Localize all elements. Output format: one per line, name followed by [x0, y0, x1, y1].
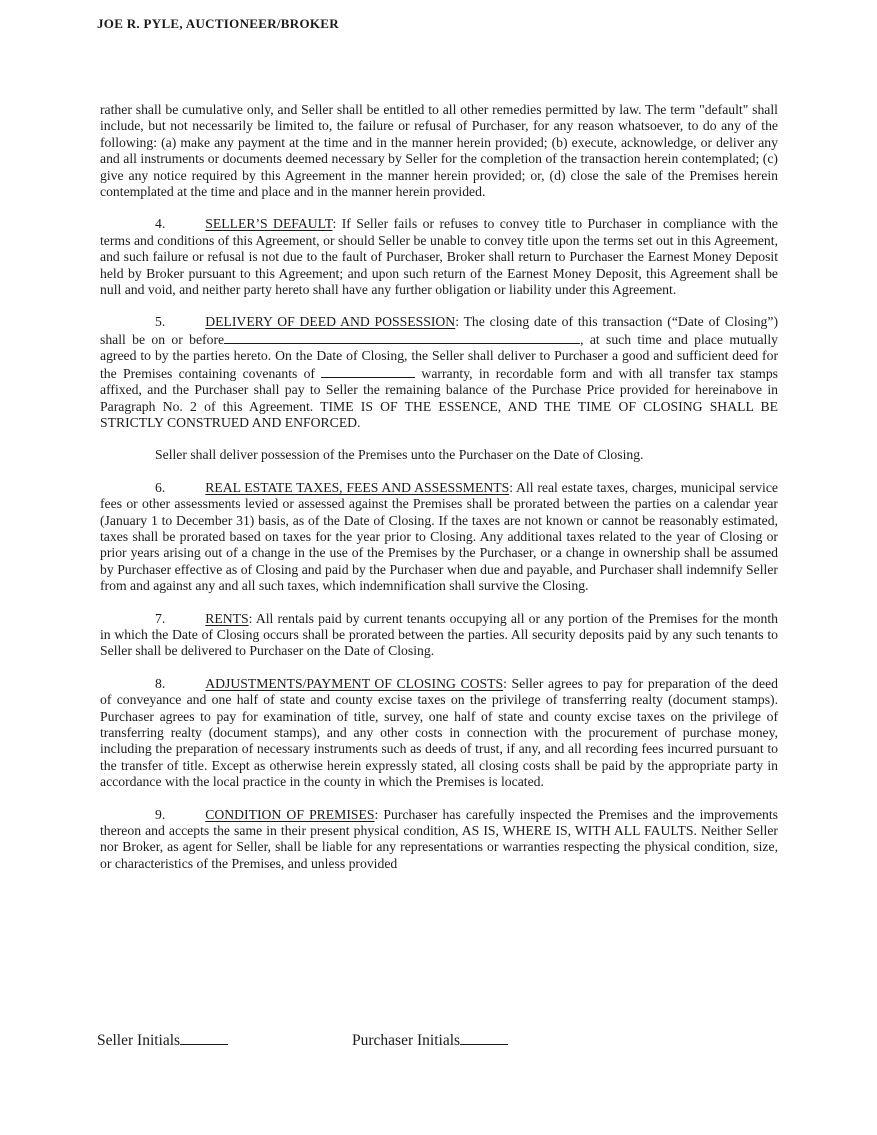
paragraph-number: 5. — [155, 314, 166, 330]
paragraph-heading: ADJUSTMENTS/PAYMENT OF CLOSING COSTS — [205, 675, 504, 691]
paragraph-text: , at such time and place mutually agreed to by the parties hereto. On the Date of Closing, the Seller shall deliver to Purchaser a good and sufficient deed for the Premises containing covenants of — [100, 331, 778, 381]
purchaser-initials-blank-line — [460, 1030, 508, 1045]
paragraph-text: : Purchaser has carefully inspected the Premises and the improvements thereon and accepts the same in their present physical condition, AS IS, WHERE IS, WITH ALL FAULTS. Neither Seller nor Broker, as agent for Seller, shall be liable for any representations or warranties respecting the physical condition, size, or characteristics of the Premises, and unless provided — [100, 806, 778, 871]
paragraph-text: : The closing date of this transaction (“Date of Closing”) shall be on or before — [100, 314, 779, 347]
purchaser-initials-group — [352, 1030, 508, 1050]
paragraph-6-real-estate-taxes — [100, 480, 778, 595]
paragraph-5-delivery-of-deed — [100, 314, 778, 431]
paragraph-heading: DELIVERY OF DEED AND POSSESSION — [205, 314, 456, 330]
paragraph-text: rather shall be cumulative only, and Seller shall be entitled to all other remedies permitted by law. The term "default" shall include, but not necessarily be limited to, the failure or refusal of Purchaser, for any reason whatsoever, to do any of the following: (a) make any payment at the time and in the manner herein provided; (b) execute, acknowledge, or deliver any and all instruments or documents deemed necessary by Seller for the completion of the transaction herein contemplated; (c) give any notice required by this Agreement in the manner herein provided; or, (d) close the sale of the Premises herein contemplated at the time and place and in the manner herein provided. — [100, 102, 778, 200]
seller-initials-label: Seller Initials — [97, 1032, 181, 1049]
paragraph-9-condition-of-premises — [100, 807, 778, 873]
paragraph-number: 7. — [155, 610, 166, 626]
paragraph-number: 4. — [155, 216, 166, 232]
warranty-type-blank-line — [321, 365, 415, 378]
paragraph-text: Seller shall deliver possession of the Premises unto the Purchaser on the Date of Closing. — [155, 447, 644, 463]
paragraph-number: 8. — [155, 675, 166, 691]
paragraph-text: : All rentals paid by current tenants occupying all or any portion of the Premises for the month in which the Date of Closing occurs shall be prorated between the parties. All security deposits paid by any such tenants to Seller shall be delivered to Purchaser on the Date of Closing. — [100, 610, 778, 659]
paragraph-heading: CONDITION OF PREMISES — [205, 806, 375, 822]
paragraph-4-sellers-default — [100, 216, 778, 298]
paragraph-number: 6. — [155, 479, 166, 495]
paragraph-7-rents — [100, 611, 778, 660]
paragraph-heading: REAL ESTATE TAXES, FEES AND ASSESSMENTS — [205, 479, 510, 495]
document-header-title: JOE R. PYLE, AUCTIONEER/BROKER — [97, 16, 339, 31]
paragraph-continuation — [100, 102, 778, 200]
paragraph-possession — [100, 447, 778, 463]
paragraph-text: : All real estate taxes, charges, municipal service fees or other assessments levied or assessed against the Premises shall be prorated between the parties on a calendar year (January 1 to December 31) basis, as of the Date of Closing. If the taxes are not known or cannot be reasonably estimated, taxes shall be prorated based on taxes for the year prior to Closing. Any additional taxes related to the year of Closing or prior years arising out of a change in the use of the Premises by the Purchaser, or a change in ownership shall be assumed by Purchaser effective as of Closing and paid by the Purchaser when due and payable, and Purchaser shall indemnify Seller from and against any and all such taxes, which indemnification shall survive the Closing. — [100, 479, 779, 594]
paragraph-text: : If Seller fails or refuses to convey title to Purchaser in compliance with the terms and conditions of this Agreement, or should Seller be unable to convey title upon the terms set out in this Agreement, and such failure or refusal is not due to the fault of Purchaser, Broker shall return to Purchaser the Earnest Money Deposit held by Broker pursuant to this Agreement; and upon such return of the Earnest Money Deposit, this Agreement shall be null and void, and neither party hereto shall have any further obligation or liability under this Agreement. — [100, 216, 778, 298]
paragraph-8-closing-costs — [100, 676, 778, 791]
closing-date-blank-line — [224, 331, 580, 344]
purchaser-initials-label: Purchaser Initials — [352, 1032, 461, 1049]
seller-initials-blank-line — [180, 1030, 228, 1045]
paragraph-text: : Seller agrees to pay for preparation of the deed of conveyance and one half of state and county excise taxes on the privilege of transferring realty (document stamps). Purchaser agrees to pay for examination of title, survey, one half of state and county excise taxes on the privilege of transferring realty (document stamps), and any other costs in connection with the procurement of purchase money, including the preparation of necessary instruments such as deeds of trust, if any, and all recording fees incurred pursuant to the transfer of title. Except as otherwise herein expressly stated, all closing costs shall be paid by the appropriate party in accordance with the local practice in the county in which the Premises is located. — [100, 675, 778, 790]
paragraph-heading: RENTS — [205, 610, 249, 626]
document-body — [100, 102, 778, 888]
seller-initials-group — [97, 1030, 228, 1050]
paragraph-number: 9. — [155, 806, 166, 822]
paragraph-heading: SELLER’S DEFAULT — [205, 216, 333, 232]
paragraph-text: warranty, in recordable form and with all transfer tax stamps affixed, and the Purchaser shall pay to Seller the remaining balance of the Purchase Price provided for hereinabove in Paragraph No. 2 of this Agreement. TIME IS OF THE ESSENCE, AND THE TIME OF CLOSING SHALL BE STRICTLY CONSTRUED AND ENFORCED. — [100, 365, 778, 430]
